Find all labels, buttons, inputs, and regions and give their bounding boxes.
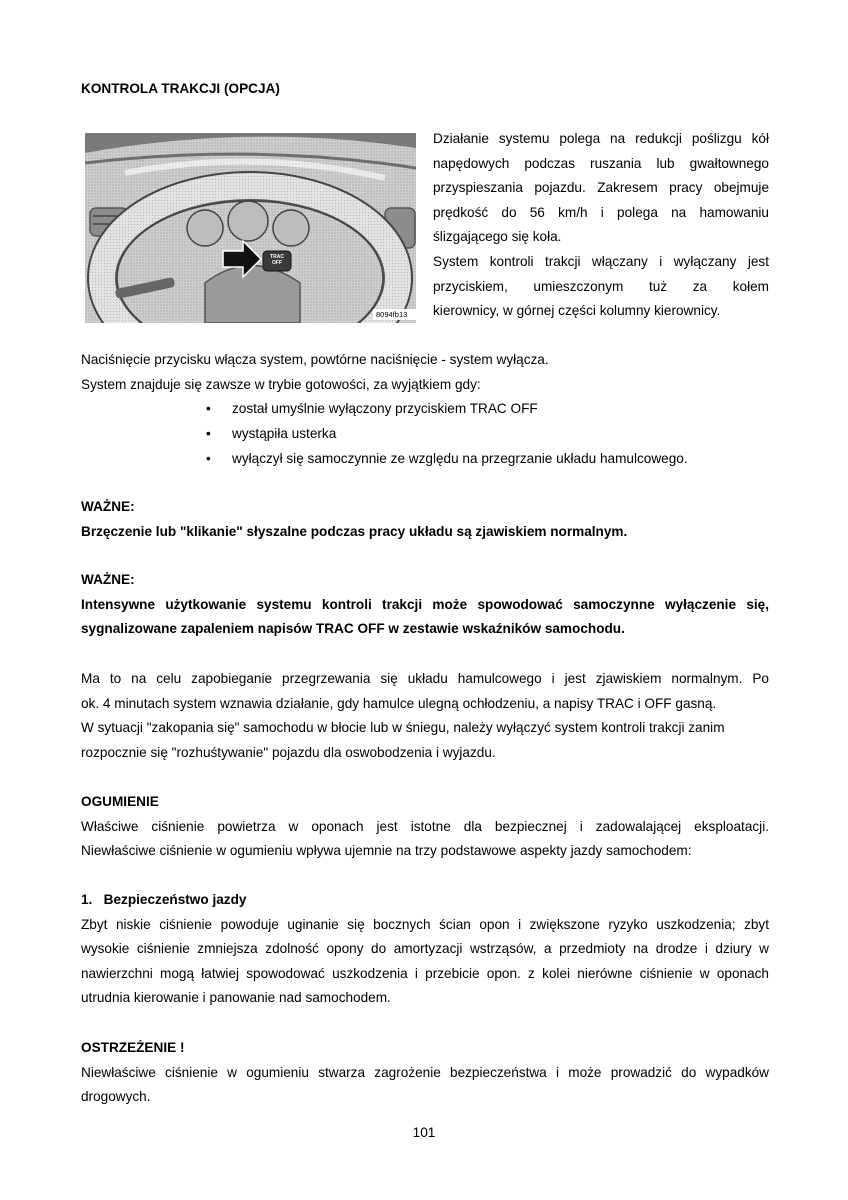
list-item-text: wyłączył się samoczynnie ze względu na przegrzanie układu hamulcowego. (232, 450, 688, 466)
text-line: ślizgającego się koła. (433, 229, 562, 245)
list-item (206, 447, 766, 472)
important-note-1 (81, 495, 769, 544)
text-line: rozpocznie się "rozhuśtywanie" pojazdu dla oswobodzenia i wyjazdu. (81, 744, 496, 760)
text-line: utrudnia kierowanie i panowanie nad samochodem. (81, 990, 391, 1005)
list-item (206, 422, 766, 447)
text-line: Niewłaściwe ciśnienie w ogumieniu wpływa ujemnie na trzy podstawowe aspekty jazdy samochodem: (81, 843, 692, 858)
text-line: Ma to na celu zapobieganie przegrzewania się układu hamulcowego i jest zjawiskiem normalnym. Po (81, 671, 769, 686)
figure-code: 8094fb13 (376, 310, 408, 319)
overheat-paragraph (81, 667, 769, 765)
intro-paragraph (81, 348, 769, 397)
section-title: OGUMIENIE (81, 794, 159, 809)
text-line: Niewłaściwe ciśnienie w ogumieniu stwarza zagrożenie bezpieczeństwa i może prowadzić do wypadków (81, 1064, 769, 1080)
section-title: 1. Bezpieczeństwo jazdy (81, 892, 247, 907)
text-line: W sytuacji "zakopania się" samochodu w błocie lub w śniegu, należy wyłączyć system kontroli trakcji zanim (81, 720, 725, 735)
text-line: Właściwe ciśnienie powietrza w oponach jest istotne dla bezpiecznej i zadowalającej eksploatacji. (81, 818, 769, 834)
text-line: drogowych. (81, 1089, 151, 1104)
text-line: System kontroli trakcji włączany i wyłączany jest (433, 253, 769, 269)
warning-section (81, 1036, 769, 1110)
text-line: wysokie ciśnienie zmniejsza zdolność opony do amortyzacji wstrząsów, a przedmioty na drodze i dziury w (81, 941, 769, 956)
steering-wheel-figure (85, 133, 416, 323)
text-line: przyspieszania pojazdu. Zakresem pracy obejmuje (433, 180, 769, 196)
list-item-text: został umyślnie wyłączony przyciskiem TRAC OFF (232, 401, 538, 416)
text-line: prędkość do 56 km/h i polega na hamowaniu (433, 204, 769, 220)
note-text: sygnalizowane zapaleniem napisów TRAC OFF w zestawie wskaźników samochodu. (81, 621, 625, 636)
safety-section (81, 888, 769, 1011)
text-line: przyciskiem, umieszczonym tuż za kołem (433, 278, 769, 294)
important-note-2 (81, 568, 769, 642)
bullet-marker: • (206, 450, 211, 466)
text-line: Naciśnięcie przycisku włącza system, powtórne naciśnięcie - system wyłącza. (81, 352, 549, 367)
tires-section (81, 790, 769, 864)
text-line: System znajduje się zawsze w trybie gotowości, za wyjątkiem gdy: (81, 376, 481, 392)
list-item-text: wystąpiła usterka (232, 425, 337, 441)
list-item (206, 397, 766, 422)
bullet-marker: • (206, 401, 211, 416)
note-text: Brzęczenie lub "klikanie" słyszalne podczas pracy układu są zjawiskiem normalnym. (81, 523, 628, 539)
page-number: 101 (412, 1125, 436, 1140)
note-text: Intensywne użytkowanie systemu kontroli trakcji może spowodować samoczynne wyłączenie się, (81, 596, 769, 612)
bullet-marker: • (206, 425, 211, 441)
text-line: Zbyt niskie ciśnienie powoduje uginanie się bocznych ścian opon i zwiększone ryzyko uszkodzenia; zbyt (81, 916, 769, 932)
section-heading: KONTROLA TRAKCJI (OPCJA) (81, 81, 280, 96)
section-title: OSTRZEŻENIE ! (81, 1040, 185, 1055)
trac-off-button-label: TRAC OFF (270, 254, 284, 266)
text-line: nawierzchni mogą łatwiej spowodować uszkodzenia i przebicie opon. z kolei nierówne ciśnienie w oponach (81, 965, 769, 981)
text-line: kierownicy, w górnej części kolumny kierownicy. (433, 303, 721, 319)
side-paragraph (433, 127, 769, 324)
note-title: WAŻNE: (81, 572, 135, 587)
steering-wheel-illustration (85, 133, 416, 323)
note-title: WAŻNE: (81, 499, 135, 514)
bullet-list (206, 397, 766, 471)
text-line: ok. 4 minutach system wznawia działanie, gdy hamulce ulegną ochłodzeniu, a napisy TRAC i OFF gasną. (81, 695, 717, 711)
text-line: napędowych podczas ruszania lub gwałtownego (433, 155, 769, 171)
text-line: Działanie systemu polega na redukcji poślizgu kół (433, 131, 769, 146)
